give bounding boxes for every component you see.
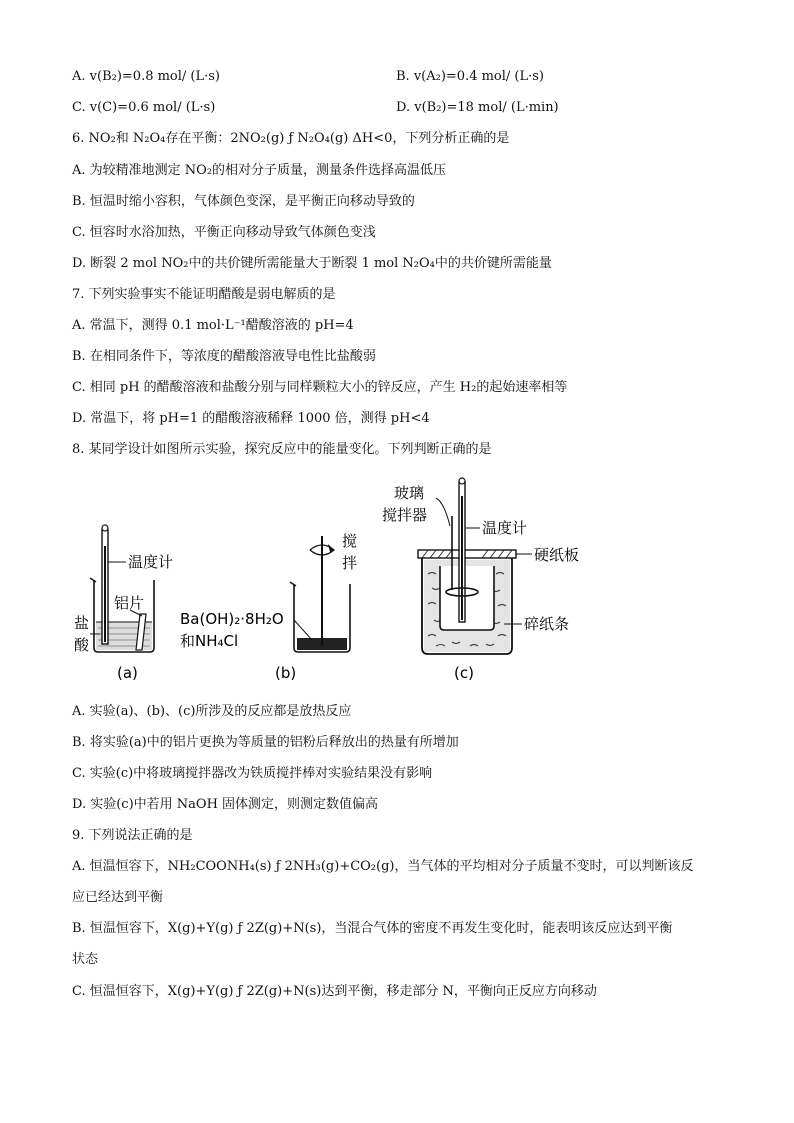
beaker-b-lip — [290, 582, 296, 586]
label-acid-1: 盐 — [74, 614, 90, 632]
q8-option-c: C. 实验(c)中将玻璃搅拌器改为铁质搅拌棒对实验结果没有影响 — [72, 766, 433, 781]
label-thermometer-a: 温度计 — [128, 553, 174, 571]
q7-option-b: B. 在相同条件下，等浓度的醋酸溶液导电性比盐酸弱 — [72, 349, 376, 364]
label-stir-1: 搅 — [342, 532, 358, 550]
label-thermometer-c: 温度计 — [482, 519, 528, 537]
q7-option-a: A. 常温下，测得 0.1 mol·L⁻¹醋酸溶液的 pH=4 — [72, 318, 354, 333]
q6-option-b: B. 恒温时缩小容积，气体颜色变深，是平衡正向移动导致的 — [72, 194, 415, 209]
label-cardboard: 硬纸板 — [534, 546, 580, 564]
caption-b: (b) — [275, 664, 297, 682]
q7-option-d: D. 常温下，将 pH=1 的醋酸溶液稀释 1000 倍，测得 pH<4 — [72, 411, 430, 426]
label-acid-2: 酸 — [74, 636, 90, 654]
caption-c: (c) — [454, 664, 474, 682]
figure-a — [74, 525, 173, 682]
q9-option-c: C. 恒温恒容下，X(g)+Y(g) ƒ 2Z(g)+N(s)达到平衡，移走部分 N，平衡向正反应方向移动 — [72, 984, 597, 999]
q8-stem: 8. 某同学设计如图所示实验，探究反应中的能量变化。下列判断正确的是 — [72, 442, 492, 457]
caption-a: (a) — [117, 664, 138, 682]
q7-stem: 7. 下列实验事实不能证明醋酸是弱电解质的是 — [72, 287, 336, 302]
inner-solution — [442, 594, 492, 628]
q9-option-b-line1: B. 恒温恒容下，X(g)+Y(g) ƒ 2Z(g)+N(s)，当混合气体的密度不再发生变化时，能表明该反应达到平衡 — [72, 921, 673, 936]
thermometer-c-top — [459, 478, 465, 484]
q5-option-d: D. v(B₂)=18 mol/ (L·min) — [396, 100, 559, 115]
q9-option-a-line2: 应已经达到平衡 — [72, 890, 164, 905]
label-glass-rod-2: 搅拌器 — [382, 506, 428, 524]
q6-option-a: A. 为较精准地测定 NO₂的相对分子质量，测量条件选择高温低压 — [72, 163, 447, 178]
beaker-a-lip — [90, 578, 96, 582]
label-paper: 碎纸条 — [524, 615, 570, 633]
q6-stem: 6. NO₂和 N₂O₄存在平衡：2NO₂(g) ƒ N₂O₄(g) ΔH<0，下列分析正确的是 — [72, 131, 510, 146]
q5-option-c: C. v(C)=0.6 mol/ (L·s) — [72, 100, 216, 115]
label-line-reagent — [294, 620, 312, 640]
experiment-figure — [72, 476, 592, 688]
label-reagent-2: 和NH₄Cl — [180, 632, 239, 650]
q8-option-a: A. 实验(a)、(b)、(c)所涉及的反应都是放热反应 — [72, 704, 352, 719]
q9-stem: 9. 下列说法正确的是 — [72, 828, 193, 843]
thermometer-a-top — [102, 525, 108, 531]
label-line-glass-rod — [436, 498, 450, 526]
q7-option-c: C. 相同 pH 的醋酸溶液和盐酸分别与同样颗粒大小的锌反应，产生 H₂的起始速率相等 — [72, 380, 568, 395]
q5-option-a: A. v(B₂)=0.8 mol/ (L·s) — [72, 69, 221, 84]
q9-option-b-line2: 状态 — [72, 952, 99, 967]
q6-option-c: C. 恒容时水浴加热，平衡正向移动导致气体颜色变浅 — [72, 225, 376, 240]
label-reagent-1: Ba(OH)₂·8H₂O — [180, 610, 284, 628]
figure-b — [180, 532, 357, 682]
q8-option-d: D. 实验(c)中若用 NaOH 固体测定，则测定数值偏高 — [72, 797, 379, 812]
q9-option-a-line1: A. 恒温恒容下，NH₂COONH₄(s) ƒ 2NH₃(g)+CO₂(g)，当气体的平均相对分子质量不变时，可以判断该反 — [72, 859, 694, 874]
label-stir-2: 拌 — [342, 554, 358, 572]
q6-option-d: D. 断裂 2 mol NO₂中的共价键所需能量大于断裂 1 mol N₂O₄中的共价键所需能量 — [72, 256, 552, 271]
q8-option-b: B. 将实验(a)中的铝片更换为等质量的铝粉后释放出的热量有所增加 — [72, 735, 459, 750]
figure-c — [382, 478, 579, 682]
label-glass-rod-1: 玻璃 — [394, 484, 425, 502]
q5-option-b: B. v(A₂)=0.4 mol/ (L·s) — [396, 69, 545, 84]
label-aluminum: 铝片 — [114, 594, 145, 612]
